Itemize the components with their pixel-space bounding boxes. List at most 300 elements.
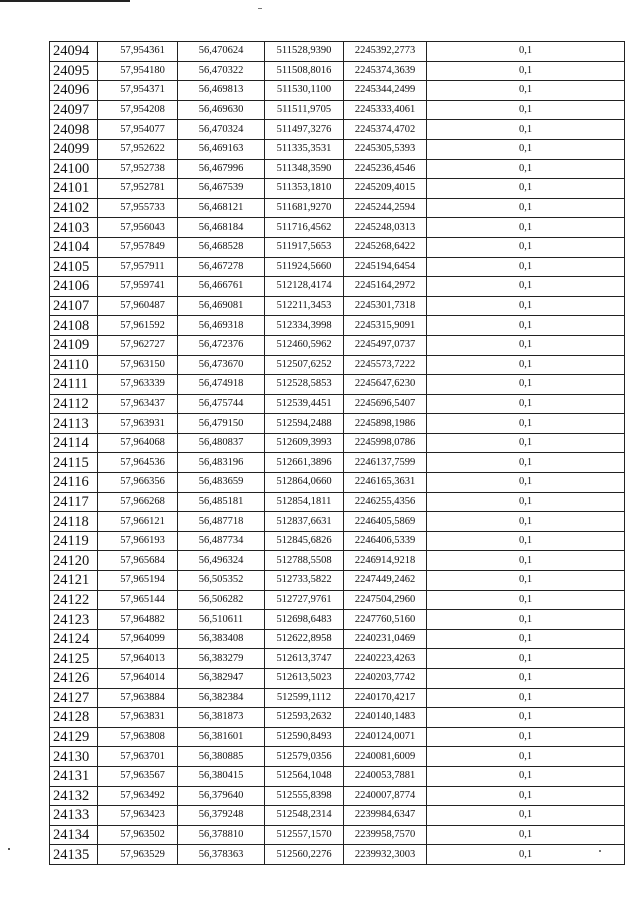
table-row [50, 727, 625, 747]
longitude-cell: 56,380885 [178, 747, 265, 767]
longitude-cell: 56,379248 [178, 806, 265, 826]
accuracy-cell: 0,1 [427, 453, 625, 473]
x-coordinate-cell: 512560,2276 [265, 845, 344, 865]
table-row [50, 81, 625, 101]
x-coordinate-cell: 512837,6631 [265, 512, 344, 532]
accuracy-cell: 0,1 [427, 747, 625, 767]
table-row [50, 120, 625, 140]
point-number-cell: 24117 [50, 492, 98, 512]
latitude-cell: 57,952622 [98, 139, 178, 159]
accuracy-cell: 0,1 [427, 571, 625, 591]
table-row [50, 531, 625, 551]
x-coordinate-cell: 512593,2632 [265, 708, 344, 728]
y-coordinate-cell: 2245268,6422 [344, 237, 427, 257]
accuracy-cell: 0,1 [427, 159, 625, 179]
table-row [50, 571, 625, 591]
point-number-cell: 24106 [50, 277, 98, 297]
latitude-cell: 57,966121 [98, 512, 178, 532]
table-row [50, 394, 625, 414]
latitude-cell: 57,954077 [98, 120, 178, 140]
longitude-cell: 56,510611 [178, 610, 265, 630]
accuracy-cell: 0,1 [427, 237, 625, 257]
accuracy-cell: 0,1 [427, 120, 625, 140]
longitude-cell: 56,466761 [178, 277, 265, 297]
y-coordinate-cell: 2245374,4702 [344, 120, 427, 140]
y-coordinate-cell: 2240007,8774 [344, 786, 427, 806]
latitude-cell: 57,954208 [98, 100, 178, 120]
point-number-cell: 24120 [50, 551, 98, 571]
accuracy-cell: 0,1 [427, 551, 625, 571]
longitude-cell: 56,474918 [178, 375, 265, 395]
longitude-cell: 56,468528 [178, 237, 265, 257]
point-number-cell: 24110 [50, 355, 98, 375]
accuracy-cell: 0,1 [427, 766, 625, 786]
table-row [50, 355, 625, 375]
x-coordinate-cell: 511530,1100 [265, 81, 344, 101]
accuracy-cell: 0,1 [427, 688, 625, 708]
longitude-cell: 56,467539 [178, 179, 265, 199]
accuracy-cell: 0,1 [427, 845, 625, 865]
table-row [50, 845, 625, 865]
y-coordinate-cell: 2245194,6454 [344, 257, 427, 277]
latitude-cell: 57,962727 [98, 335, 178, 355]
x-coordinate-cell: 512609,3993 [265, 433, 344, 453]
y-coordinate-cell: 2246137,7599 [344, 453, 427, 473]
x-coordinate-cell: 511508,8016 [265, 61, 344, 81]
latitude-cell: 57,957849 [98, 237, 178, 257]
point-number-cell: 24116 [50, 473, 98, 493]
y-coordinate-cell: 2245898,1986 [344, 414, 427, 434]
point-number-cell: 24130 [50, 747, 98, 767]
table-row [50, 159, 625, 179]
x-coordinate-cell: 512590,8493 [265, 727, 344, 747]
accuracy-cell: 0,1 [427, 512, 625, 532]
table-row [50, 414, 625, 434]
point-number-cell: 24105 [50, 257, 98, 277]
accuracy-cell: 0,1 [427, 806, 625, 826]
longitude-cell: 56,467278 [178, 257, 265, 277]
point-number-cell: 24122 [50, 590, 98, 610]
y-coordinate-cell: 2240124,0071 [344, 727, 427, 747]
latitude-cell: 57,965684 [98, 551, 178, 571]
table-row [50, 512, 625, 532]
point-number-cell: 24111 [50, 375, 98, 395]
longitude-cell: 56,378363 [178, 845, 265, 865]
x-coordinate-cell: 512539,4451 [265, 394, 344, 414]
latitude-cell: 57,963884 [98, 688, 178, 708]
accuracy-cell: 0,1 [427, 629, 625, 649]
latitude-cell: 57,952781 [98, 179, 178, 199]
table-row [50, 277, 625, 297]
table-row [50, 42, 625, 62]
longitude-cell: 56,469081 [178, 296, 265, 316]
y-coordinate-cell: 2245497,0737 [344, 335, 427, 355]
point-number-cell: 24103 [50, 218, 98, 238]
table-row [50, 590, 625, 610]
x-coordinate-cell: 511511,9705 [265, 100, 344, 120]
table-row [50, 610, 625, 630]
latitude-cell: 57,966193 [98, 531, 178, 551]
point-number-cell: 24100 [50, 159, 98, 179]
table-row [50, 551, 625, 571]
point-number-cell: 24134 [50, 825, 98, 845]
x-coordinate-cell: 511917,5653 [265, 237, 344, 257]
longitude-cell: 56,506282 [178, 590, 265, 610]
table-row [50, 708, 625, 728]
y-coordinate-cell: 2245392,2773 [344, 42, 427, 62]
longitude-cell: 56,383408 [178, 629, 265, 649]
accuracy-cell: 0,1 [427, 610, 625, 630]
latitude-cell: 57,963423 [98, 806, 178, 826]
longitude-cell: 56,469813 [178, 81, 265, 101]
accuracy-cell: 0,1 [427, 786, 625, 806]
table-row [50, 218, 625, 238]
table-body [50, 42, 625, 865]
accuracy-cell: 0,1 [427, 335, 625, 355]
longitude-cell: 56,382384 [178, 688, 265, 708]
x-coordinate-cell: 511924,5660 [265, 257, 344, 277]
accuracy-cell: 0,1 [427, 669, 625, 689]
latitude-cell: 57,956043 [98, 218, 178, 238]
latitude-cell: 57,963437 [98, 394, 178, 414]
table-row [50, 375, 625, 395]
accuracy-cell: 0,1 [427, 492, 625, 512]
latitude-cell: 57,963831 [98, 708, 178, 728]
point-number-cell: 24113 [50, 414, 98, 434]
latitude-cell: 57,954371 [98, 81, 178, 101]
x-coordinate-cell: 512622,8958 [265, 629, 344, 649]
longitude-cell: 56,470624 [178, 42, 265, 62]
longitude-cell: 56,381873 [178, 708, 265, 728]
y-coordinate-cell: 2246255,4356 [344, 492, 427, 512]
longitude-cell: 56,480837 [178, 433, 265, 453]
point-number-cell: 24118 [50, 512, 98, 532]
table-row [50, 61, 625, 81]
longitude-cell: 56,485181 [178, 492, 265, 512]
accuracy-cell: 0,1 [427, 42, 625, 62]
longitude-cell: 56,380415 [178, 766, 265, 786]
table-row [50, 669, 625, 689]
accuracy-cell: 0,1 [427, 316, 625, 336]
y-coordinate-cell: 2245344,2499 [344, 81, 427, 101]
y-coordinate-cell: 2245573,7222 [344, 355, 427, 375]
table-row [50, 433, 625, 453]
x-coordinate-cell: 512661,3896 [265, 453, 344, 473]
x-coordinate-cell: 512788,5508 [265, 551, 344, 571]
latitude-cell: 57,963339 [98, 375, 178, 395]
table-row [50, 453, 625, 473]
accuracy-cell: 0,1 [427, 61, 625, 81]
longitude-cell: 56,383279 [178, 649, 265, 669]
x-coordinate-cell: 512557,1570 [265, 825, 344, 845]
accuracy-cell: 0,1 [427, 590, 625, 610]
longitude-cell: 56,381601 [178, 727, 265, 747]
accuracy-cell: 0,1 [427, 375, 625, 395]
y-coordinate-cell: 2245209,4015 [344, 179, 427, 199]
table-row [50, 629, 625, 649]
y-coordinate-cell: 2245301,7318 [344, 296, 427, 316]
latitude-cell: 57,955733 [98, 198, 178, 218]
x-coordinate-cell: 512845,6826 [265, 531, 344, 551]
y-coordinate-cell: 2240140,1483 [344, 708, 427, 728]
y-coordinate-cell: 2239932,3003 [344, 845, 427, 865]
accuracy-cell: 0,1 [427, 355, 625, 375]
x-coordinate-cell: 512334,3998 [265, 316, 344, 336]
x-coordinate-cell: 511528,9390 [265, 42, 344, 62]
table-row [50, 335, 625, 355]
point-number-cell: 24095 [50, 61, 98, 81]
latitude-cell: 57,963529 [98, 845, 178, 865]
y-coordinate-cell: 2245647,6230 [344, 375, 427, 395]
header-mark [258, 8, 262, 9]
latitude-cell: 57,964099 [98, 629, 178, 649]
table-row [50, 257, 625, 277]
y-coordinate-cell: 2245244,2594 [344, 198, 427, 218]
table-row [50, 766, 625, 786]
table-row [50, 296, 625, 316]
point-number-cell: 24108 [50, 316, 98, 336]
longitude-cell: 56,468184 [178, 218, 265, 238]
y-coordinate-cell: 2246405,5869 [344, 512, 427, 532]
x-coordinate-cell: 511348,3590 [265, 159, 344, 179]
point-number-cell: 24115 [50, 453, 98, 473]
latitude-cell: 57,965194 [98, 571, 178, 591]
x-coordinate-cell: 512854,1811 [265, 492, 344, 512]
x-coordinate-cell: 512727,9761 [265, 590, 344, 610]
y-coordinate-cell: 2245248,0313 [344, 218, 427, 238]
x-coordinate-cell: 511335,3531 [265, 139, 344, 159]
point-number-cell: 24114 [50, 433, 98, 453]
longitude-cell: 56,469630 [178, 100, 265, 120]
latitude-cell: 57,952738 [98, 159, 178, 179]
latitude-cell: 57,963502 [98, 825, 178, 845]
point-number-cell: 24104 [50, 237, 98, 257]
y-coordinate-cell: 2240231,0469 [344, 629, 427, 649]
point-number-cell: 24094 [50, 42, 98, 62]
y-coordinate-cell: 2247504,2960 [344, 590, 427, 610]
longitude-cell: 56,475744 [178, 394, 265, 414]
point-number-cell: 24132 [50, 786, 98, 806]
x-coordinate-cell: 512698,6483 [265, 610, 344, 630]
table-row [50, 198, 625, 218]
y-coordinate-cell: 2246914,9218 [344, 551, 427, 571]
latitude-cell: 57,959741 [98, 277, 178, 297]
accuracy-cell: 0,1 [427, 257, 625, 277]
point-number-cell: 24124 [50, 629, 98, 649]
scan-speck [599, 850, 601, 852]
table-row [50, 786, 625, 806]
longitude-cell: 56,473670 [178, 355, 265, 375]
y-coordinate-cell: 2245305,5393 [344, 139, 427, 159]
point-number-cell: 24119 [50, 531, 98, 551]
point-number-cell: 24133 [50, 806, 98, 826]
longitude-cell: 56,483196 [178, 453, 265, 473]
latitude-cell: 57,966356 [98, 473, 178, 493]
x-coordinate-cell: 512579,0356 [265, 747, 344, 767]
table-row [50, 237, 625, 257]
point-number-cell: 24129 [50, 727, 98, 747]
point-number-cell: 24096 [50, 81, 98, 101]
latitude-cell: 57,964882 [98, 610, 178, 630]
y-coordinate-cell: 2245164,2972 [344, 277, 427, 297]
accuracy-cell: 0,1 [427, 825, 625, 845]
x-coordinate-cell: 512211,3453 [265, 296, 344, 316]
x-coordinate-cell: 512733,5822 [265, 571, 344, 591]
latitude-cell: 57,954361 [98, 42, 178, 62]
longitude-cell: 56,468121 [178, 198, 265, 218]
point-number-cell: 24131 [50, 766, 98, 786]
table-row [50, 316, 625, 336]
table-row [50, 139, 625, 159]
y-coordinate-cell: 2247449,2462 [344, 571, 427, 591]
table-row [50, 806, 625, 826]
accuracy-cell: 0,1 [427, 531, 625, 551]
table-row [50, 688, 625, 708]
y-coordinate-cell: 2240223,4263 [344, 649, 427, 669]
scan-speck [8, 848, 10, 850]
latitude-cell: 57,964536 [98, 453, 178, 473]
x-coordinate-cell: 512594,2488 [265, 414, 344, 434]
latitude-cell: 57,961592 [98, 316, 178, 336]
x-coordinate-cell: 511716,4562 [265, 218, 344, 238]
accuracy-cell: 0,1 [427, 218, 625, 238]
x-coordinate-cell: 511353,1810 [265, 179, 344, 199]
table-row [50, 100, 625, 120]
latitude-cell: 57,964013 [98, 649, 178, 669]
point-number-cell: 24107 [50, 296, 98, 316]
accuracy-cell: 0,1 [427, 727, 625, 747]
y-coordinate-cell: 2246165,3631 [344, 473, 427, 493]
x-coordinate-cell: 511497,3276 [265, 120, 344, 140]
longitude-cell: 56,469318 [178, 316, 265, 336]
point-number-cell: 24102 [50, 198, 98, 218]
latitude-cell: 57,966268 [98, 492, 178, 512]
latitude-cell: 57,963701 [98, 747, 178, 767]
point-number-cell: 24127 [50, 688, 98, 708]
longitude-cell: 56,378810 [178, 825, 265, 845]
point-number-cell: 24121 [50, 571, 98, 591]
latitude-cell: 57,965144 [98, 590, 178, 610]
latitude-cell: 57,954180 [98, 61, 178, 81]
latitude-cell: 57,963567 [98, 766, 178, 786]
longitude-cell: 56,469163 [178, 139, 265, 159]
accuracy-cell: 0,1 [427, 100, 625, 120]
y-coordinate-cell: 2245333,4061 [344, 100, 427, 120]
y-coordinate-cell: 2240081,6009 [344, 747, 427, 767]
accuracy-cell: 0,1 [427, 649, 625, 669]
y-coordinate-cell: 2240053,7881 [344, 766, 427, 786]
longitude-cell: 56,467996 [178, 159, 265, 179]
x-coordinate-cell: 512613,5023 [265, 669, 344, 689]
latitude-cell: 57,957911 [98, 257, 178, 277]
x-coordinate-cell: 512599,1112 [265, 688, 344, 708]
y-coordinate-cell: 2239958,7570 [344, 825, 427, 845]
accuracy-cell: 0,1 [427, 81, 625, 101]
point-number-cell: 24126 [50, 669, 98, 689]
longitude-cell: 56,496324 [178, 551, 265, 571]
longitude-cell: 56,479150 [178, 414, 265, 434]
accuracy-cell: 0,1 [427, 296, 625, 316]
longitude-cell: 56,483659 [178, 473, 265, 493]
accuracy-cell: 0,1 [427, 277, 625, 297]
y-coordinate-cell: 2246406,5339 [344, 531, 427, 551]
point-number-cell: 24109 [50, 335, 98, 355]
x-coordinate-cell: 512613,3747 [265, 649, 344, 669]
latitude-cell: 57,963808 [98, 727, 178, 747]
x-coordinate-cell: 512128,4174 [265, 277, 344, 297]
point-number-cell: 24135 [50, 845, 98, 865]
accuracy-cell: 0,1 [427, 433, 625, 453]
coordinates-table [49, 41, 625, 865]
latitude-cell: 57,964068 [98, 433, 178, 453]
longitude-cell: 56,470324 [178, 120, 265, 140]
longitude-cell: 56,472376 [178, 335, 265, 355]
x-coordinate-cell: 512548,2314 [265, 806, 344, 826]
accuracy-cell: 0,1 [427, 414, 625, 434]
longitude-cell: 56,487734 [178, 531, 265, 551]
y-coordinate-cell: 2245236,4546 [344, 159, 427, 179]
y-coordinate-cell: 2245374,3639 [344, 61, 427, 81]
x-coordinate-cell: 512460,5962 [265, 335, 344, 355]
y-coordinate-cell: 2240203,7742 [344, 669, 427, 689]
table-row [50, 825, 625, 845]
point-number-cell: 24112 [50, 394, 98, 414]
x-coordinate-cell: 511681,9270 [265, 198, 344, 218]
accuracy-cell: 0,1 [427, 473, 625, 493]
accuracy-cell: 0,1 [427, 139, 625, 159]
x-coordinate-cell: 512864,0660 [265, 473, 344, 493]
longitude-cell: 56,382947 [178, 669, 265, 689]
accuracy-cell: 0,1 [427, 179, 625, 199]
latitude-cell: 57,964014 [98, 669, 178, 689]
accuracy-cell: 0,1 [427, 708, 625, 728]
latitude-cell: 57,963931 [98, 414, 178, 434]
latitude-cell: 57,963492 [98, 786, 178, 806]
point-number-cell: 24123 [50, 610, 98, 630]
point-number-cell: 24128 [50, 708, 98, 728]
point-number-cell: 24101 [50, 179, 98, 199]
longitude-cell: 56,379640 [178, 786, 265, 806]
y-coordinate-cell: 2245998,0786 [344, 433, 427, 453]
longitude-cell: 56,470322 [178, 61, 265, 81]
y-coordinate-cell: 2245696,5407 [344, 394, 427, 414]
accuracy-cell: 0,1 [427, 394, 625, 414]
table-row [50, 179, 625, 199]
longitude-cell: 56,505352 [178, 571, 265, 591]
table-row [50, 747, 625, 767]
table-row [50, 473, 625, 493]
point-number-cell: 24099 [50, 139, 98, 159]
y-coordinate-cell: 2239984,6347 [344, 806, 427, 826]
point-number-cell: 24097 [50, 100, 98, 120]
point-number-cell: 24125 [50, 649, 98, 669]
latitude-cell: 57,963150 [98, 355, 178, 375]
header-rule [0, 0, 130, 2]
table-row [50, 492, 625, 512]
point-number-cell: 24098 [50, 120, 98, 140]
y-coordinate-cell: 2240170,4217 [344, 688, 427, 708]
x-coordinate-cell: 512555,8398 [265, 786, 344, 806]
x-coordinate-cell: 512507,6252 [265, 355, 344, 375]
x-coordinate-cell: 512564,1048 [265, 766, 344, 786]
y-coordinate-cell: 2245315,9091 [344, 316, 427, 336]
longitude-cell: 56,487718 [178, 512, 265, 532]
latitude-cell: 57,960487 [98, 296, 178, 316]
x-coordinate-cell: 512528,5853 [265, 375, 344, 395]
y-coordinate-cell: 2247760,5160 [344, 610, 427, 630]
table-row [50, 649, 625, 669]
accuracy-cell: 0,1 [427, 198, 625, 218]
